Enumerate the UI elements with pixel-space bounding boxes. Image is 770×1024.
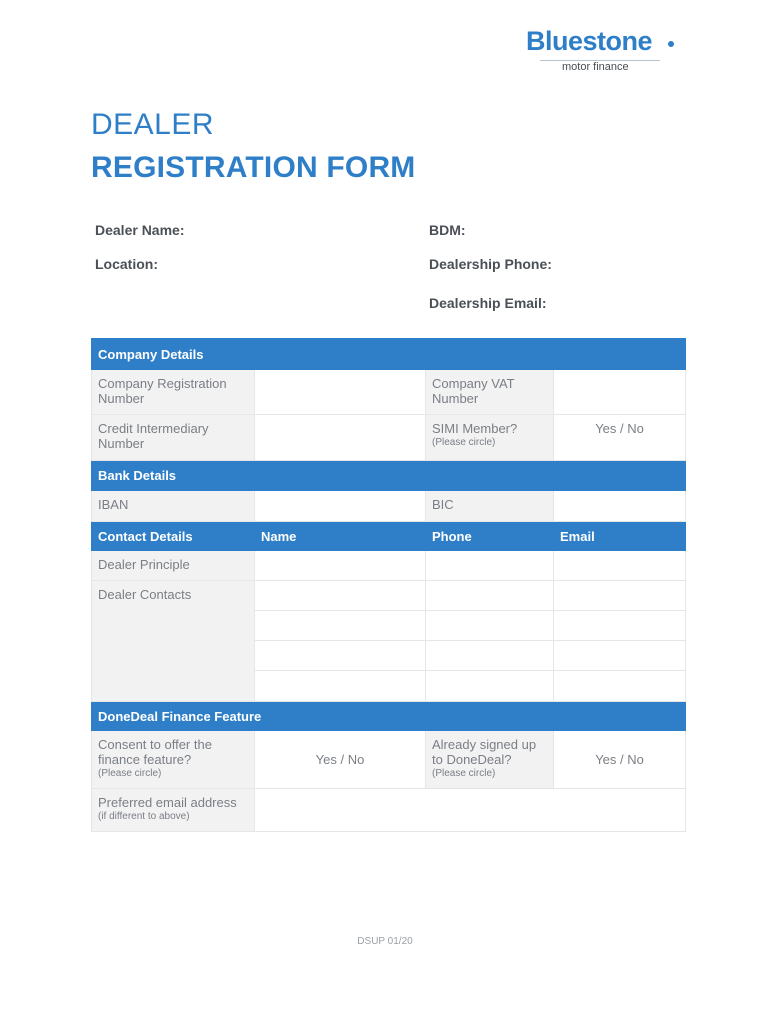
dealer-name-label[interactable]: Dealer Name:	[95, 222, 185, 238]
preferred-email-note: (if different to above)	[98, 811, 190, 822]
dealer-contact-1-phone-input[interactable]	[426, 581, 554, 611]
signed-up-options[interactable]: Yes / No	[554, 731, 686, 789]
preferred-email-label: Preferred email address	[98, 795, 237, 810]
form-code: DSUP 01/20	[357, 936, 413, 947]
page-title-line2: REGISTRATION FORM	[91, 151, 416, 184]
contact-name-column-header: Name	[255, 522, 426, 551]
bluestone-logo	[522, 26, 682, 78]
consent-label-cell	[92, 731, 255, 789]
iban-input[interactable]	[255, 491, 426, 522]
company-details-header-row	[92, 339, 686, 370]
signed-up-note: (Please circle)	[432, 768, 496, 779]
logo-wordmark: Bluestone	[526, 26, 653, 56]
dealer-contacts-label: Dealer Contacts	[92, 581, 255, 702]
table-row	[92, 370, 686, 415]
consent-note: (Please circle)	[98, 768, 162, 779]
company-details-heading: Company Details	[92, 339, 686, 370]
dealership-email-label[interactable]: Dealership Email:	[429, 295, 547, 311]
registration-form-table	[91, 338, 686, 832]
dealer-contact-4-email-input[interactable]	[554, 671, 686, 702]
dealer-contact-3-name-input[interactable]	[255, 641, 426, 671]
dealer-contact-2-name-input[interactable]	[255, 611, 426, 641]
dealer-principle-phone-input[interactable]	[426, 551, 554, 581]
signed-up-label-cell	[426, 731, 554, 789]
iban-label: IBAN	[92, 491, 255, 522]
preferred-email-input[interactable]	[255, 789, 686, 832]
bank-details-header-row	[92, 461, 686, 491]
dealer-contact-2-phone-input[interactable]	[426, 611, 554, 641]
consent-label: Consent to offer the finance feature?	[98, 737, 212, 767]
consent-options[interactable]: Yes / No	[255, 731, 426, 789]
dealer-contact-1-name-input[interactable]	[255, 581, 426, 611]
company-vat-input[interactable]	[554, 370, 686, 415]
simi-member-label: SIMI Member?	[432, 421, 518, 436]
table-row	[92, 551, 686, 581]
simi-member-note: (Please circle)	[432, 437, 496, 448]
company-registration-input[interactable]	[255, 370, 426, 415]
dealer-contact-3-email-input[interactable]	[554, 641, 686, 671]
contact-email-column-header: Email	[554, 522, 686, 551]
logo-dot	[668, 41, 674, 47]
dealer-contact-4-name-input[interactable]	[255, 671, 426, 702]
company-vat-label: Company VAT Number	[426, 370, 554, 415]
dealer-principle-label: Dealer Principle	[92, 551, 255, 581]
contact-details-header-row	[92, 522, 686, 551]
bdm-label[interactable]: BDM:	[429, 222, 466, 238]
table-row	[92, 789, 686, 832]
contact-details-heading: Contact Details	[92, 522, 255, 551]
dealer-contact-3-phone-input[interactable]	[426, 641, 554, 671]
simi-member-options[interactable]: Yes / No	[554, 415, 686, 461]
table-row	[92, 415, 686, 461]
company-registration-label: Company Registration Number	[92, 370, 255, 415]
preferred-email-label-cell	[92, 789, 255, 832]
dealership-phone-label[interactable]: Dealership Phone:	[429, 256, 552, 272]
table-row	[92, 581, 686, 611]
logo-subtitle: motor finance	[562, 61, 629, 73]
table-row	[92, 731, 686, 789]
credit-intermediary-label: Credit Intermediary Number	[92, 415, 255, 461]
donedeal-heading: DoneDeal Finance Feature	[92, 702, 686, 731]
dealer-contact-2-email-input[interactable]	[554, 611, 686, 641]
contact-phone-column-header: Phone	[426, 522, 554, 551]
credit-intermediary-input[interactable]	[255, 415, 426, 461]
table-row	[92, 491, 686, 522]
bic-input[interactable]	[554, 491, 686, 522]
location-label[interactable]: Location:	[95, 256, 158, 272]
signed-up-label: Already signed up to DoneDeal?	[432, 737, 537, 767]
dealer-contact-4-phone-input[interactable]	[426, 671, 554, 702]
dealer-contact-1-email-input[interactable]	[554, 581, 686, 611]
donedeal-header-row	[92, 702, 686, 731]
dealer-principle-name-input[interactable]	[255, 551, 426, 581]
bank-details-heading: Bank Details	[92, 461, 686, 491]
dealer-principle-email-input[interactable]	[554, 551, 686, 581]
simi-member-label-cell	[426, 415, 554, 461]
bic-label: BIC	[426, 491, 554, 522]
page-title-line1: DEALER	[91, 108, 215, 141]
